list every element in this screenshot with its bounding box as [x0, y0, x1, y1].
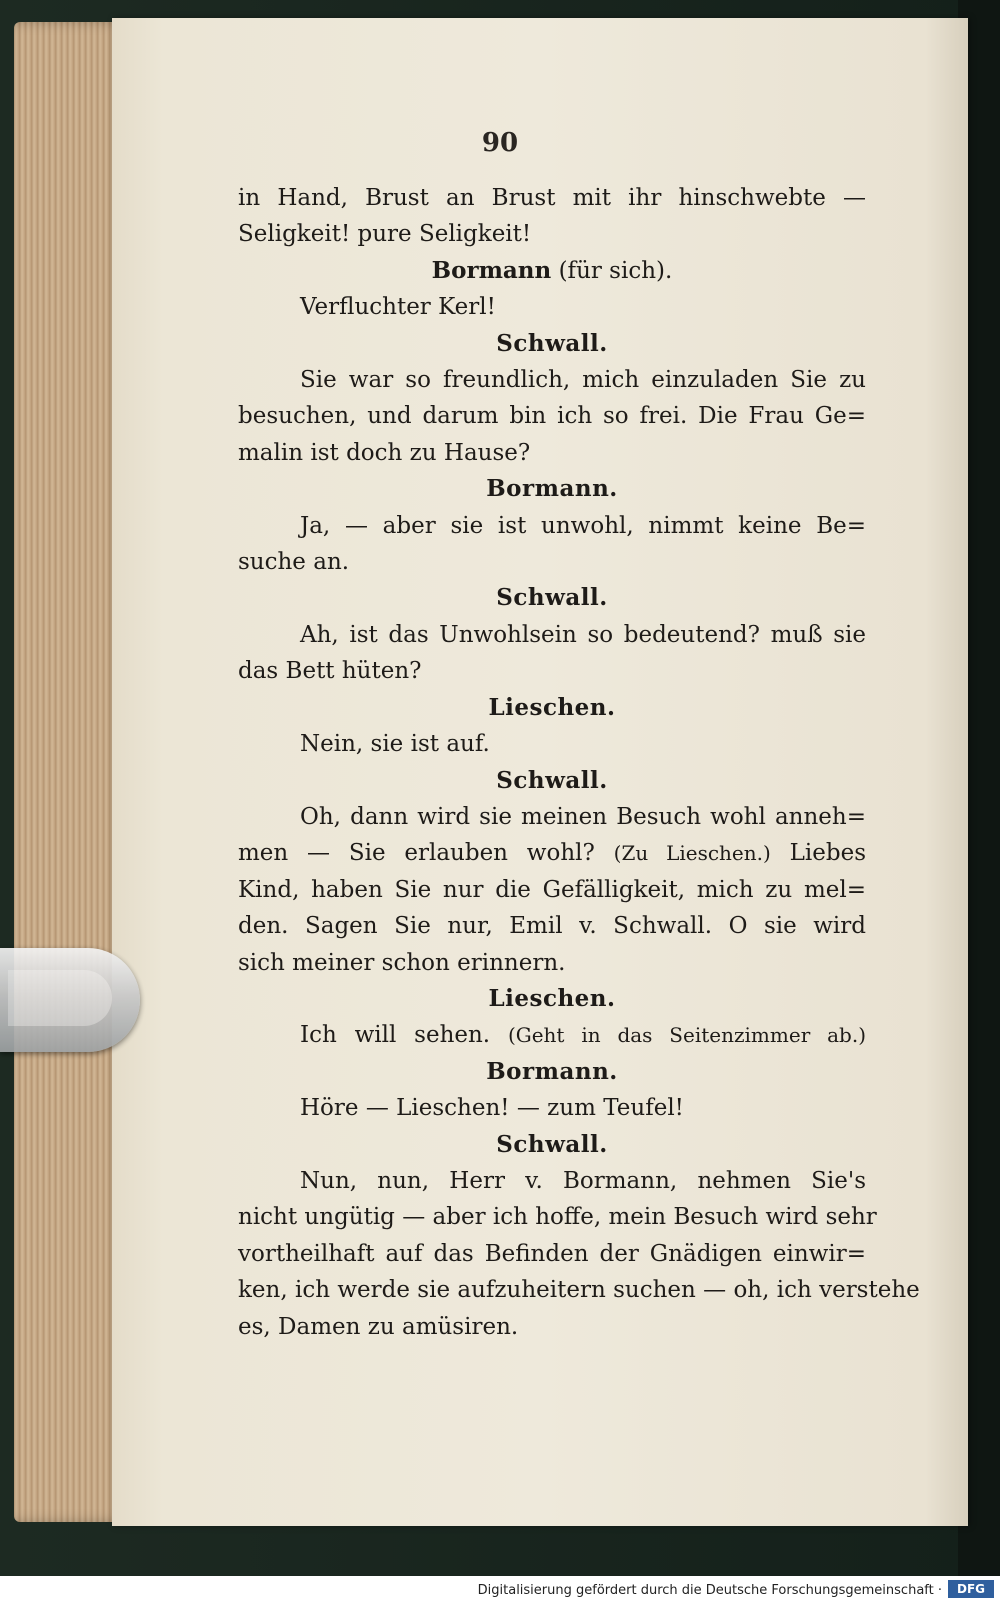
text-line: Nein, sie ist auf.: [300, 731, 490, 758]
dfg-logo: DFG: [948, 1580, 994, 1598]
speaker-heading: Lieschen.: [488, 984, 616, 1012]
text-line: Nun, nun, Herr v. Bormann, nehmen Sie's: [300, 1167, 866, 1194]
text-line: besuchen, und darum bin ich so frei. Die Frau Ge=: [238, 403, 866, 430]
text-line: Oh, dann wird sie meinen Besuch wohl anneh=: [300, 803, 866, 830]
speaker-heading: Schwall.: [496, 1130, 608, 1158]
speaker-heading: Lieschen.: [488, 693, 616, 721]
speaker-heading: Schwall.: [496, 766, 608, 794]
funding-credit: Digitalisierung gefördert durch die Deutsche Forschungsgemeinschaft ·: [477, 1583, 942, 1598]
page-text: [238, 180, 920, 1345]
stage-direction: (Zu Lieschen.): [613, 841, 771, 866]
text-line: Verfluchter Kerl!: [300, 294, 496, 321]
text-line: ken, ich werde sie aufzuheitern suchen — oh, ich verstehe: [238, 1277, 920, 1304]
text-line: Kind, haben Sie nur die Gefälligkeit, mich zu mel=: [238, 876, 866, 903]
text-line: das Bett hüten?: [238, 658, 422, 685]
text-line: nicht ungütig — aber ich hoffe, mein Besuch wird sehr: [238, 1204, 877, 1231]
text-fragment: men — Sie erlauben wohl?: [238, 840, 595, 867]
speaker-heading: Schwall.: [496, 584, 608, 612]
text-line: den. Sagen Sie nur, Emil v. Schwall. O sie wird: [238, 913, 866, 940]
speaker-heading: Bormann.: [486, 475, 618, 503]
text-line: Sie war so freundlich, mich einzuladen Sie zu: [300, 367, 866, 394]
text-line: Ah, ist das Unwohlsein so bedeutend? muß sie: [300, 621, 866, 648]
page-clip: [0, 948, 140, 1052]
text-line: sich meiner schon erinnern.: [238, 949, 566, 976]
book-page-edges: [14, 22, 124, 1522]
text-line: [238, 1017, 866, 1053]
page-number: 90: [481, 128, 519, 158]
text-line: Ja, — aber sie ist unwohl, nimmt keine Be=: [300, 512, 866, 539]
stage-direction: (Geht in das Seitenzimmer ab.): [507, 1023, 866, 1048]
speaker-heading: Bormann.: [486, 1057, 618, 1085]
text-fragment: Ich will sehen.: [300, 1022, 491, 1049]
text-fragment: Liebes: [789, 840, 867, 867]
text-line: [238, 835, 866, 871]
text-line: Seligkeit! pure Seligkeit!: [238, 221, 532, 248]
text-line: Höre — Lieschen! — zum Teufel!: [300, 1095, 684, 1122]
text-line: malin ist doch zu Hause?: [238, 439, 531, 466]
speaker-heading: [238, 253, 866, 289]
text-line: in Hand, Brust an Brust mit ihr hinschwebte —: [238, 185, 866, 211]
text-line: vortheilhaft auf das Befinden der Gnädigen einwir=: [238, 1240, 866, 1267]
speaker-name: Bormann: [431, 256, 552, 284]
speaker-heading: Schwall.: [496, 329, 608, 357]
stage-direction: (für sich).: [558, 257, 673, 284]
text-line: es, Damen zu amüsiren.: [238, 1313, 519, 1340]
text-line: suche an.: [238, 549, 350, 576]
